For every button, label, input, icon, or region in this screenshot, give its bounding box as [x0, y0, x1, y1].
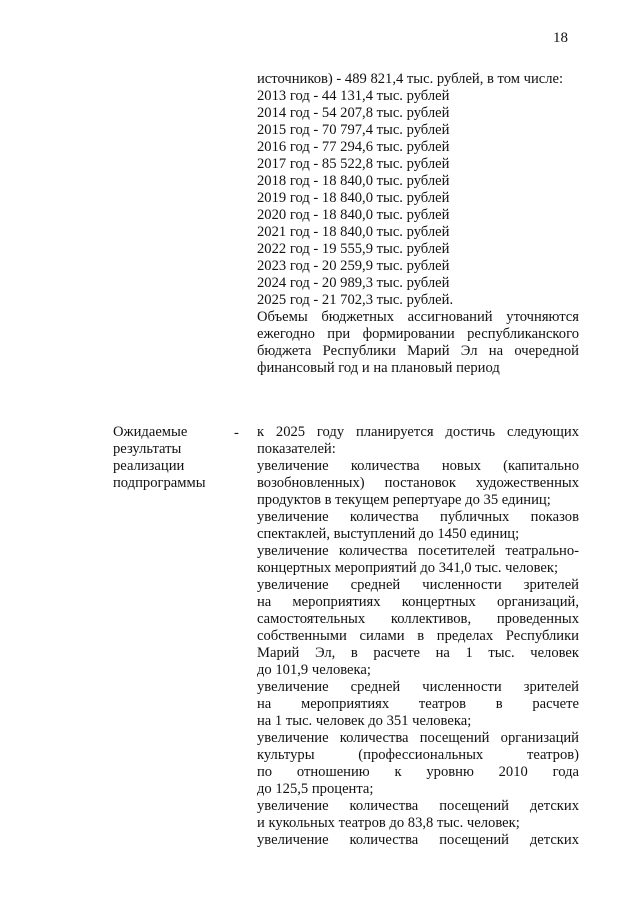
funding-year-line: 2013 год - 44 131,4 тыс. рублей: [257, 88, 450, 104]
results-text-line: самостоятельных коллективов, проведенных: [257, 611, 579, 627]
results-text-line: до 101,9 человека;: [257, 662, 371, 678]
funding-year-line: 2014 год - 54 207,8 тыс. рублей: [257, 105, 450, 121]
results-text-line: увеличение количества публичных показов: [257, 509, 579, 525]
results-text-line: увеличение количества посещений детских: [257, 798, 579, 814]
funding-year-line: 2022 год - 19 555,9 тыс. рублей: [257, 241, 450, 257]
funding-year-line: 2025 год - 21 702,3 тыс. рублей.: [257, 292, 454, 308]
results-text-line: до 125,5 процента;: [257, 781, 374, 797]
results-text-line: Марий Эл, в расчете на 1 тыс. человек: [257, 645, 579, 661]
funding-year-line: 2020 год - 18 840,0 тыс. рублей: [257, 207, 450, 223]
funding-header: источников) - 489 821,4 тыс. рублей, в том числе:: [257, 71, 564, 87]
results-text-line: культуры (профессиональных театров): [257, 747, 579, 763]
results-dash: -: [234, 425, 239, 441]
funding-year-line: 2015 год - 70 797,4 тыс. рублей: [257, 122, 450, 138]
results-text-line: увеличение средней численности зрителей: [257, 679, 579, 695]
results-text-line: и кукольных театров до 83,8 тыс. человек;: [257, 815, 520, 831]
funding-year-line: 2017 год - 85 522,8 тыс. рублей: [257, 156, 450, 172]
results-label-line: реализации: [113, 458, 185, 474]
results-text-line: на мероприятиях концертных организаций,: [257, 594, 579, 610]
funding-note-line: финансовый год и на плановый период: [257, 360, 500, 376]
results-text-line: продуктов в текущем репертуаре до 35 единиц;: [257, 492, 551, 508]
results-text-line: увеличение количества посещений детских: [257, 832, 579, 848]
funding-year-line: 2019 год - 18 840,0 тыс. рублей: [257, 190, 450, 206]
funding-year-line: 2018 год - 18 840,0 тыс. рублей: [257, 173, 450, 189]
results-label-line: Ожидаемые: [113, 424, 188, 440]
results-text-line: концертных мероприятий до 341,0 тыс. человек;: [257, 560, 559, 576]
results-text-line: увеличение количества новых (капитально: [257, 458, 579, 474]
results-text-line: собственными силами в пределах Республики: [257, 628, 579, 644]
results-text-line: увеличение количества посетителей театрально-: [257, 543, 579, 559]
results-label-line: результаты: [113, 441, 182, 457]
results-text-line: увеличение средней численности зрителей: [257, 577, 579, 593]
results-text-line: на 1 тыс. человек до 351 человека;: [257, 713, 472, 729]
funding-note-line: бюджета Республики Марий Эл на очередной: [257, 343, 579, 359]
funding-year-line: 2023 год - 20 259,9 тыс. рублей: [257, 258, 450, 274]
funding-year-line: 2024 год - 20 989,3 тыс. рублей: [257, 275, 450, 291]
results-text-line: спектаклей, выступлений до 1450 единиц;: [257, 526, 520, 542]
results-label-line: подпрограммы: [113, 475, 206, 491]
funding-note-line: ежегодно при формировании республиканского: [257, 326, 579, 342]
results-text-line: к 2025 году планируется достичь следующих: [257, 424, 579, 440]
results-text-line: показателей:: [257, 441, 336, 457]
page-number: 18: [553, 30, 568, 46]
results-text-line: возобновленных) постановок художественных: [257, 475, 579, 491]
results-text-line: на мероприятиях театров в расчете: [257, 696, 579, 712]
funding-year-line: 2021 год - 18 840,0 тыс. рублей: [257, 224, 450, 240]
results-text-line: увеличение количества посещений организаций: [257, 730, 579, 746]
funding-year-line: 2016 год - 77 294,6 тыс. рублей: [257, 139, 450, 155]
funding-note-line: Объемы бюджетных ассигнований уточняются: [257, 309, 579, 325]
results-text-line: по отношению к уровню 2010 года: [257, 764, 579, 780]
